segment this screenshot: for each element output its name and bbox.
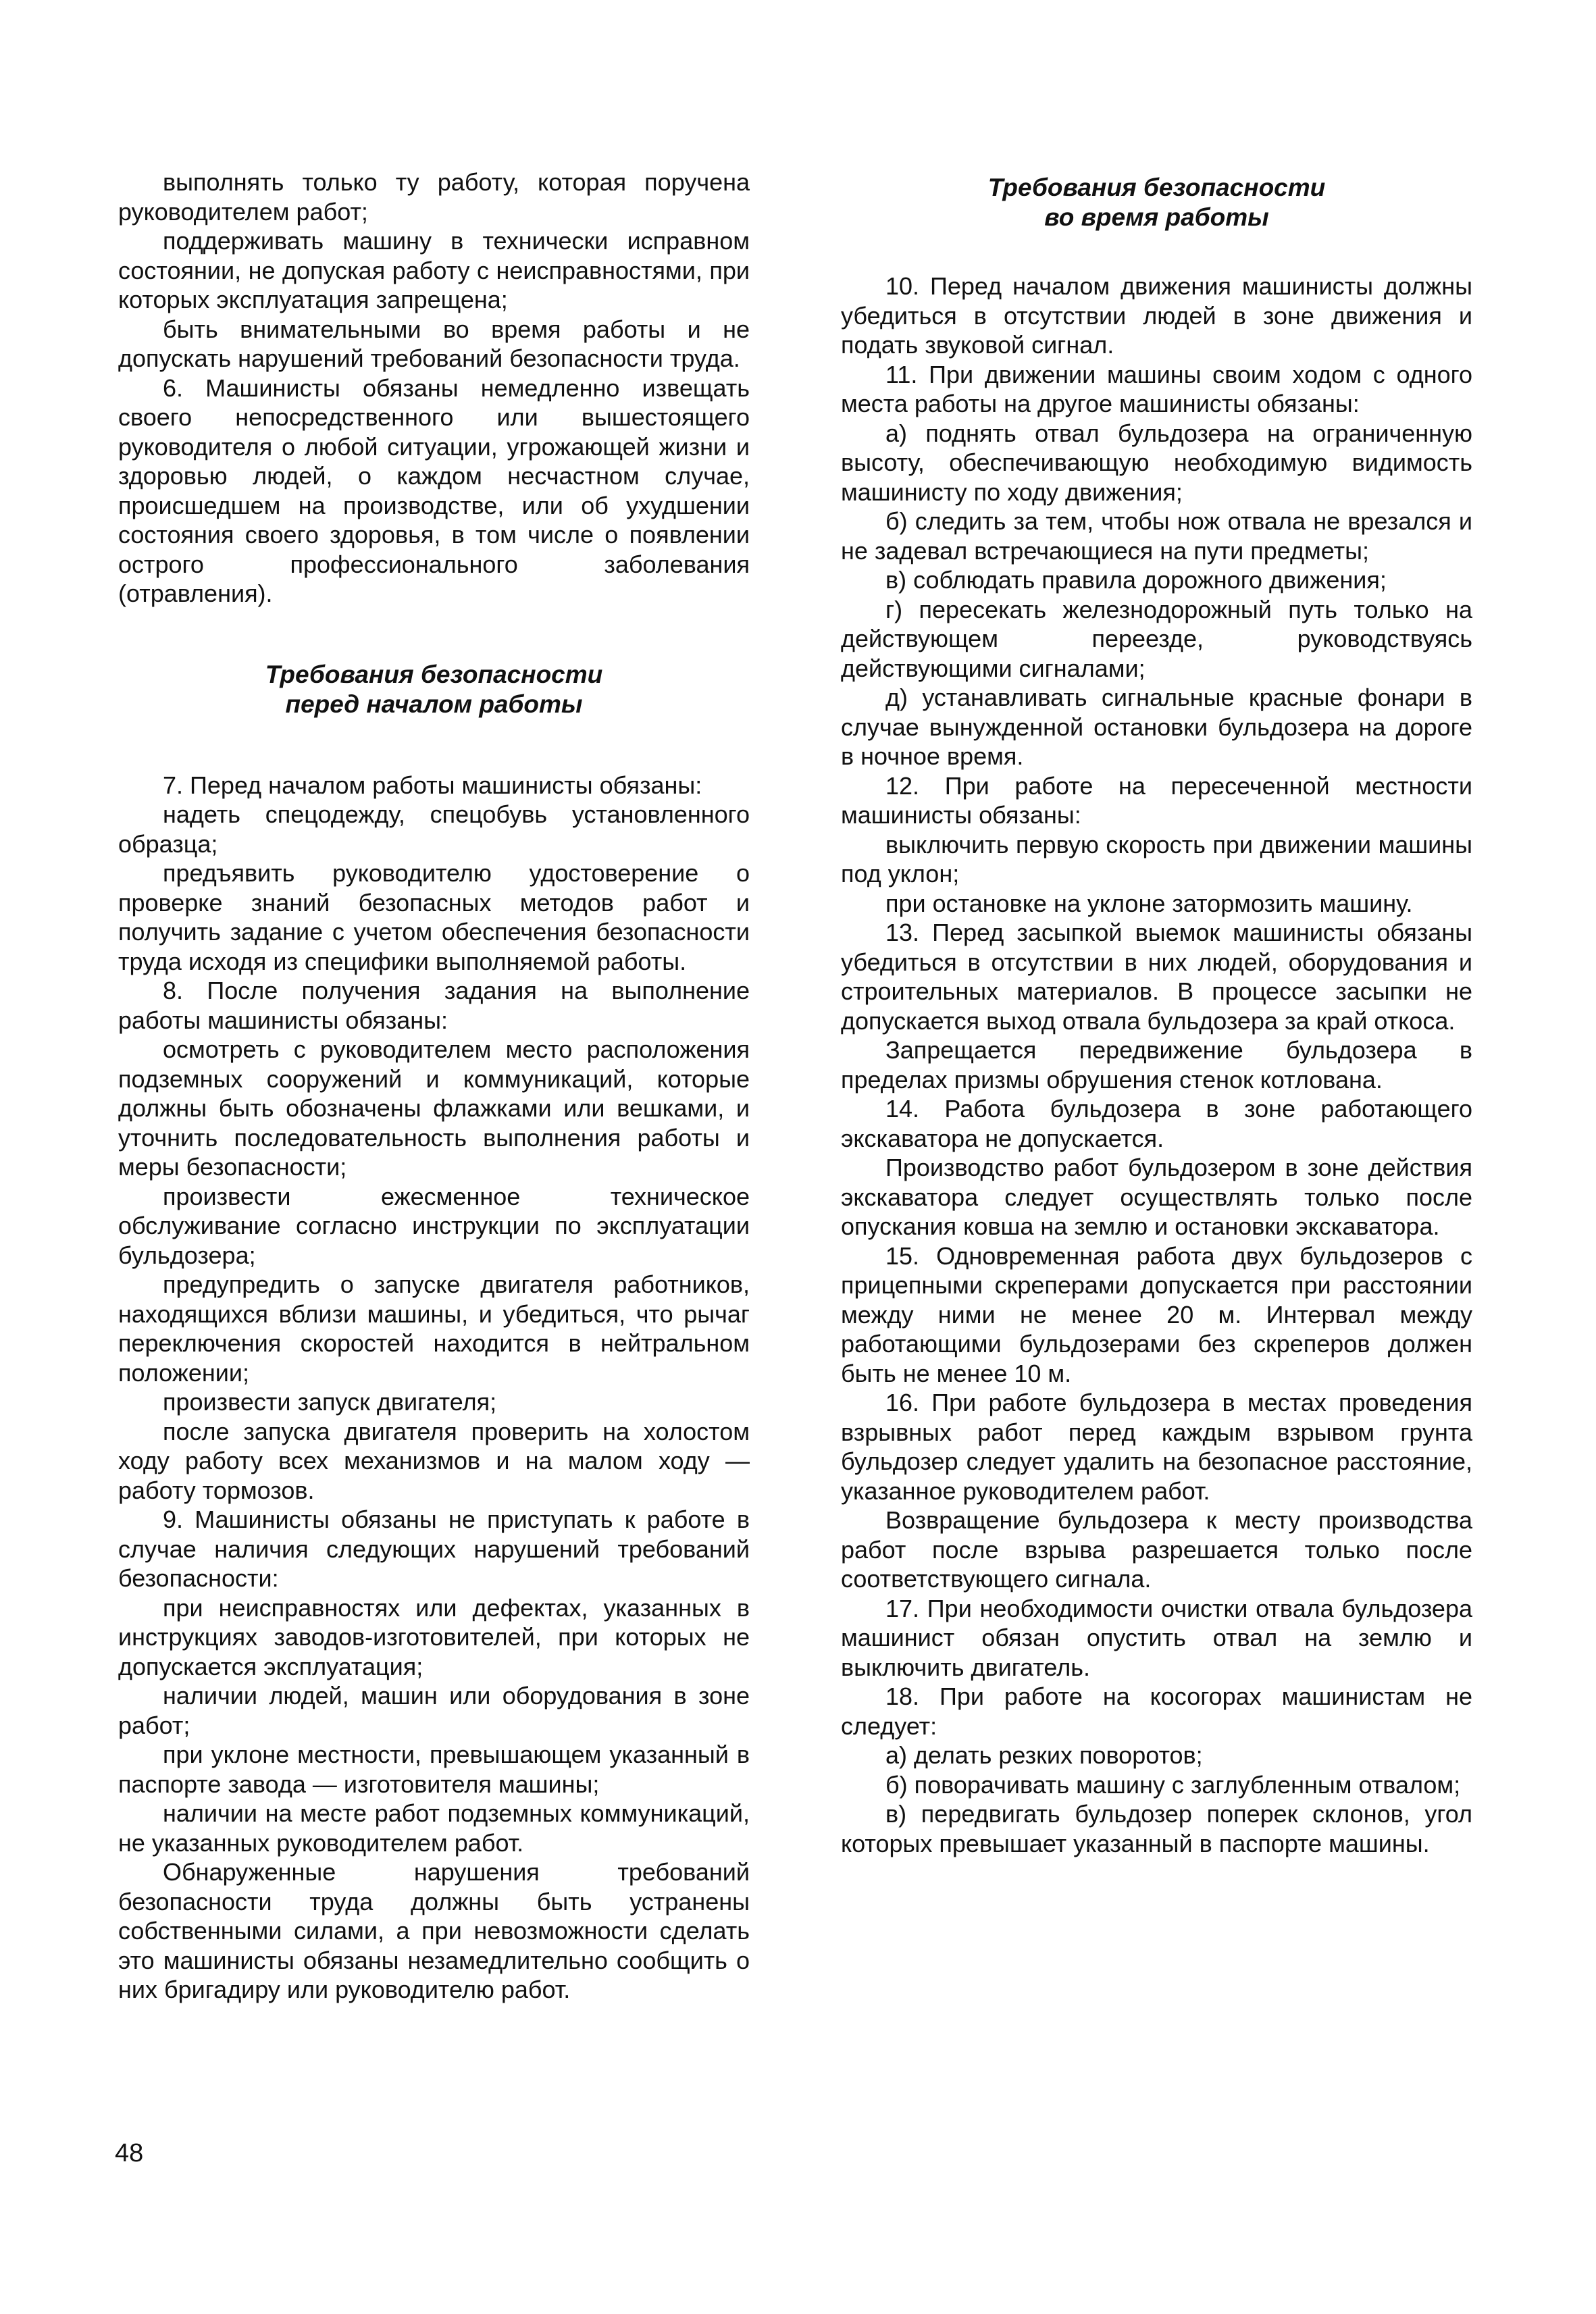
section-heading-during-work bbox=[841, 173, 1472, 232]
paragraph: в) соблюдать правила дорожного движения; bbox=[885, 566, 1387, 594]
paragraph: 6. Машинисты обязаны немедленно извещать своего непосредственного или вышестоящего руководителя о любой ситуации, угрожающей жизни и здоровью людей, о каждом несчастном случае, происшедшем на производстве, или об ухудшении состояния своего здоровья, в том числе о появлении острого профессионального заболевания (отравления). bbox=[118, 374, 750, 607]
page-number: 48 bbox=[115, 2139, 144, 2167]
paragraph: осмотреть с руководителем место расположения подземных сооружений и коммуникаций, которые должны быть обозначены флажками или вешками, и уточнить последовательность выполнения работы и меры безопасности; bbox=[118, 1035, 750, 1181]
paragraph: в) передвигать бульдозер поперек склонов, угол которых превышает указанный в паспорте машины. bbox=[841, 1800, 1472, 1857]
paragraph: б) следить за тем, чтобы нож отвала не врезался и не задевал встречающиеся на пути предметы; bbox=[841, 507, 1472, 565]
paragraph: Обнаруженные нарушения требований безопасности труда должны быть устранены собственными силами, а при невозможности сделать это машинисты обязаны незамедлительно сообщить о них бригадиру или руководителю работ. bbox=[118, 1858, 750, 2003]
paragraph: надеть спецодежду, спецобувь установленного образца; bbox=[118, 800, 750, 858]
paragraph: быть внимательными во время работы и не допускать нарушений требований безопасности труда. bbox=[118, 315, 750, 372]
paragraph: д) устанавливать сигнальные красные фонари в случае вынужденной остановки бульдозера на дороге в ночное время. bbox=[841, 684, 1472, 770]
right-paragraphs bbox=[841, 272, 1472, 1858]
paragraph: при остановке на уклоне затормозить машину. bbox=[885, 889, 1413, 917]
paragraph: наличии на месте работ подземных коммуникаций, не указанных руководителем работ. bbox=[118, 1799, 750, 1857]
paragraph: 18. При работе на косогорах машинистам не следует: bbox=[841, 1682, 1472, 1740]
left-paragraphs-before bbox=[118, 168, 750, 609]
paragraph: после запуска двигателя проверить на холостом ходу работу всех механизмов и на малом ходу — работу тормозов. bbox=[118, 1417, 750, 1504]
heading-line: Требования безопасности bbox=[265, 660, 603, 688]
paragraph: а) поднять отвал бульдозера на ограниченную высоту, обеспечивающую необходимую видимость машинисту по ходу движения; bbox=[841, 419, 1472, 506]
paragraph: Производство работ бульдозером в зоне действия экскаватора следует осуществлять только после опускания ковша на землю и остановки экскаватора. bbox=[841, 1154, 1472, 1240]
paragraph: предупредить о запуске двигателя работников, находящихся вблизи машины, и убедиться, что рычаг переключения скоростей находится в нейтральном положении; bbox=[118, 1270, 750, 1387]
paragraph: 16. При работе бульдозера в местах проведения взрывных работ перед каждым взрывом грунта бульдозер следует удалить на безопасное расстояние, указанное руководителем работ. bbox=[841, 1389, 1472, 1505]
paragraph: 9. Машинисты обязаны не приступать к работе в случае наличия следующих нарушений требований безопасности: bbox=[118, 1506, 750, 1592]
paragraph: предъявить руководителю удостоверение о проверке знаний безопасных методов работ и получить задание с учетом обеспечения безопасности труда исходя из специфики выполняемой работы. bbox=[118, 859, 750, 975]
paragraph: 10. Перед началом движения машинисты должны убедиться в отсутствии людей в зоне движения и подать звуковой сигнал. bbox=[841, 272, 1472, 359]
paragraph: произвести запуск двигателя; bbox=[163, 1388, 497, 1416]
paragraph: поддерживать машину в технически исправном состоянии, не допуская работу с неисправностями, при которых эксплуатация запрещена; bbox=[118, 227, 750, 313]
paragraph: при уклоне местности, превышающем указанный в паспорте завода — изготовителя машины; bbox=[118, 1741, 750, 1798]
paragraph: 14. Работа бульдозера в зоне работающего экскаватора не допускается. bbox=[841, 1095, 1472, 1152]
heading-line: во время работы bbox=[1044, 203, 1269, 231]
paragraph: выключить первую скорость при движении машины под уклон; bbox=[841, 830, 1472, 888]
left-column bbox=[118, 168, 750, 2005]
paragraph: 11. При движении машины своим ходом с одного места работы на другое машинисты обязаны: bbox=[841, 360, 1472, 417]
heading-line: Требования безопасности bbox=[987, 174, 1326, 201]
right-column bbox=[841, 168, 1472, 1858]
paragraph: Запрещается передвижение бульдозера в пределах призмы обрушения стенок котлована. bbox=[841, 1036, 1472, 1094]
section-heading-before-work bbox=[118, 660, 750, 719]
paragraph: наличии людей, машин или оборудования в зоне работ; bbox=[118, 1682, 750, 1739]
paragraph: б) поворачивать машину с заглубленным отвалом; bbox=[885, 1770, 1461, 1799]
heading-line: перед началом работы bbox=[285, 690, 583, 718]
paragraph: 13. Перед засыпкой выемок машинисты обязаны убедиться в отсутствии в них людей, оборудования и строительных материалов. В процессе засыпки не допускается выход отвала бульдозера за край откоса. bbox=[841, 919, 1472, 1035]
paragraph: выполнять только ту работу, которая поручена руководителем работ; bbox=[118, 168, 750, 226]
paragraph: 7. Перед началом работы машинисты обязаны: bbox=[163, 771, 702, 799]
paragraph: г) пересекать железнодорожный путь только на действующем переезде, руководствуясь действующими сигналами; bbox=[841, 595, 1472, 682]
paragraph: 17. При необходимости очистки отвала бульдозера машинист обязан опустить отвал на землю и выключить двигатель. bbox=[841, 1594, 1472, 1681]
paragraph: произвести ежесменное техническое обслуживание согласно инструкции по эксплуатации бульдозера; bbox=[118, 1182, 750, 1269]
paragraph: а) делать резких поворотов; bbox=[885, 1741, 1203, 1769]
paragraph: 12. При работе на пересеченной местности машинисты обязаны: bbox=[841, 771, 1472, 829]
left-paragraphs-after bbox=[118, 771, 750, 2005]
paragraph: Возвращение бульдозера к месту производства работ после взрыва разрешается только после соответствующего сигнала. bbox=[841, 1506, 1472, 1593]
paragraph: 8. После получения задания на выполнение работы машинисты обязаны: bbox=[118, 977, 750, 1034]
paragraph: 15. Одновременная работа двух бульдозеров с прицепными скреперами допускается при расстоянии между ними не менее 20 м. Интервал между работающими бульдозерами без скреперов должен быть не менее 10 м. bbox=[841, 1241, 1472, 1387]
paragraph: при неисправностях или дефектах, указанных в инструкциях заводов-изготовителей, при которых не допускается эксплуатация; bbox=[118, 1593, 750, 1680]
